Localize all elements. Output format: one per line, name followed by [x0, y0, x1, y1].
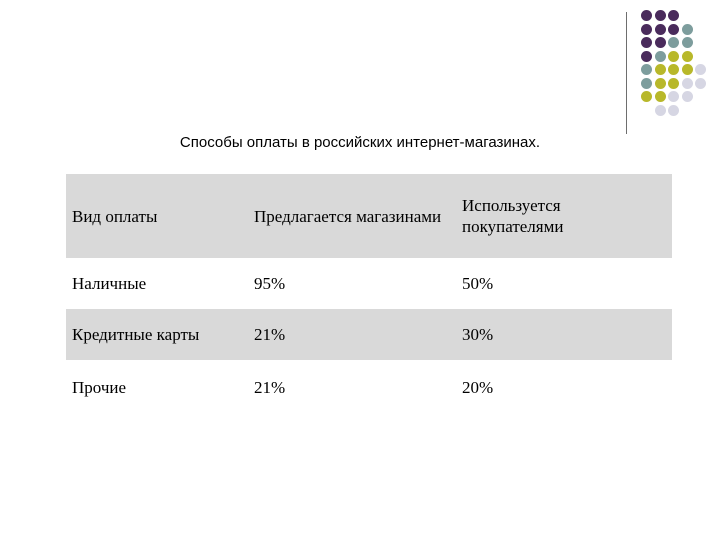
decorative-dot: [641, 37, 652, 48]
decorative-dot: [641, 64, 652, 75]
table-cell: 20%: [462, 378, 494, 397]
decorative-dot: [668, 91, 679, 102]
table-row: [66, 258, 672, 309]
header-cell: Вид оплаты: [66, 174, 248, 258]
table-cell: Кредитные карты: [66, 309, 248, 360]
table-cell: 30%: [456, 309, 672, 360]
decorative-dot: [655, 51, 666, 62]
table-cell: 50%: [462, 273, 494, 293]
table-cell: Прочие: [72, 378, 127, 397]
table-cell: 21%: [254, 378, 286, 397]
table-cell: Наличные: [72, 273, 147, 293]
header-cell: Предлагается магазинами: [248, 174, 456, 258]
decorative-dot: [668, 51, 679, 62]
decorative-dot: [668, 37, 679, 48]
header-cell: Используется покупателями: [456, 174, 672, 258]
decorative-dot: [655, 105, 666, 116]
decorative-dot: [655, 24, 666, 35]
decorative-dot: [641, 24, 652, 35]
decorative-dot: [655, 10, 666, 21]
decorative-dot: [641, 51, 652, 62]
decorative-dot: [682, 37, 693, 48]
decorative-dot: [641, 91, 652, 102]
decorative-dot: [682, 64, 693, 75]
decorative-vertical-line: [626, 12, 627, 134]
decorative-dot: [641, 78, 652, 89]
decorative-dot: [668, 10, 679, 21]
decorative-dot: [682, 91, 693, 102]
decorative-dot: [695, 78, 706, 89]
page-title: Способы оплаты в российских интернет-магазинах.: [179, 134, 541, 151]
table-cell: 21%: [248, 309, 456, 360]
decorative-dot: [668, 64, 679, 75]
payment-methods-table: [66, 174, 672, 416]
decorative-dot: [655, 37, 666, 48]
decorative-dot: [682, 24, 693, 35]
decorative-dot: [695, 64, 706, 75]
decorative-dot: [668, 24, 679, 35]
decorative-dot: [668, 105, 679, 116]
decorative-dot: [668, 78, 679, 89]
decorative-dot: [655, 91, 666, 102]
decorative-dot-grid: [641, 10, 720, 120]
decorative-dot: [682, 78, 693, 89]
table-row: [66, 360, 672, 416]
table-row: [66, 309, 672, 360]
decorative-dot: [641, 10, 652, 21]
table-header-row: [66, 174, 672, 258]
table-cell: 95%: [254, 273, 286, 293]
decorative-dot: [682, 51, 693, 62]
decorative-dot: [655, 64, 666, 75]
decorative-dot: [655, 78, 666, 89]
